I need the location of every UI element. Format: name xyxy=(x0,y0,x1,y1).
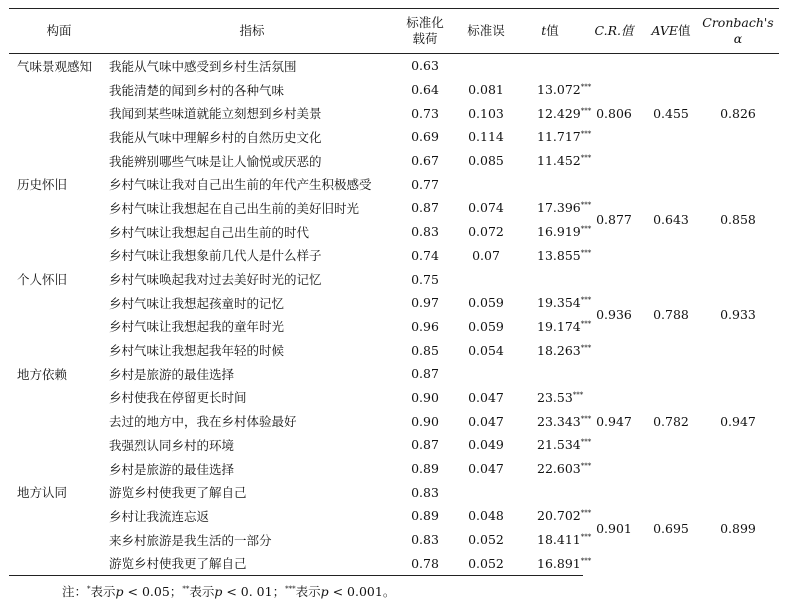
header-cronbach-alpha: Cronbach's α xyxy=(697,9,779,54)
t-value-cell xyxy=(517,338,592,362)
dimension-cell xyxy=(9,504,109,528)
indicator-cell: 来乡村旅游是我生活的一部分 xyxy=(109,532,272,548)
t-value-cell xyxy=(517,504,592,528)
significance-marker: *** xyxy=(580,319,592,328)
loading-cell: 0.75 xyxy=(411,271,439,287)
header-loading: 标准化 载荷 xyxy=(395,9,455,54)
header-row xyxy=(9,9,779,54)
indicator-cell: 乡村气味让我想起孩童时的记忆 xyxy=(109,295,285,311)
significance-marker: *** xyxy=(580,533,592,542)
cronbach-alpha-cell: 0.947 xyxy=(720,413,756,429)
loading-cell: 0.90 xyxy=(411,413,439,429)
indicator-cell: 乡村气味让我想起我年轻的时候 xyxy=(109,343,285,359)
standard-error-cell: 0.048 xyxy=(468,508,504,524)
standard-error-cell: 0.074 xyxy=(468,200,504,216)
dimension-cell xyxy=(9,101,109,125)
significance-marker: *** xyxy=(580,438,592,447)
indicator-cell: 乡村气味让我想象前几代人是什么样子 xyxy=(109,248,322,264)
dimension-cell xyxy=(9,457,109,481)
t-value-cell xyxy=(517,125,592,149)
standard-error-cell xyxy=(455,172,517,196)
dimension-cell xyxy=(9,433,109,457)
measurement-model-table xyxy=(9,8,779,576)
dimension-cell xyxy=(9,125,109,149)
indicator-cell: 乡村气味让我想起在自己出生前的美好旧时光 xyxy=(109,200,360,216)
indicator-cell: 游览乡村使我更了解自己 xyxy=(109,485,247,501)
t-value: 19.174 xyxy=(537,318,581,334)
dimension-cell xyxy=(9,78,109,102)
loading-cell: 0.87 xyxy=(411,437,439,453)
dimension-cell xyxy=(9,409,109,433)
t-value-cell xyxy=(517,101,592,125)
header-cr: C.R.值 xyxy=(583,9,645,54)
t-value: 17.396 xyxy=(537,200,581,216)
ave-cell: 0.695 xyxy=(653,520,689,536)
ave-cell: 0.643 xyxy=(653,212,689,228)
standard-error-cell: 0.047 xyxy=(468,389,504,405)
header-ave: AVE值 xyxy=(645,9,697,54)
indicator-cell: 我强烈认同乡村的环境 xyxy=(109,437,235,453)
t-value: 18.411 xyxy=(537,532,581,548)
t-value: 16.919 xyxy=(537,224,581,240)
standard-error-cell: 0.054 xyxy=(468,342,504,358)
standard-error-cell: 0.052 xyxy=(455,551,517,575)
dimension-cell: 气味景观感知 xyxy=(17,58,93,74)
standard-error-cell: 0.081 xyxy=(468,82,504,98)
table-row xyxy=(9,362,779,386)
standard-error-cell xyxy=(455,480,517,504)
dimension-cell xyxy=(9,220,109,244)
t-value-cell xyxy=(517,480,583,504)
t-value: 11.452 xyxy=(537,153,581,169)
cr-cell: 0.877 xyxy=(596,212,632,228)
dimension-cell xyxy=(9,315,109,339)
t-value: 12.429 xyxy=(537,105,581,121)
significance-marker: *** xyxy=(580,462,592,471)
table-row xyxy=(9,172,779,196)
t-value-cell xyxy=(517,386,583,410)
loading-cell: 0.64 xyxy=(411,82,439,98)
indicator-cell: 我能辨别哪些气味是让人愉悦或厌恶的 xyxy=(109,153,322,169)
table-row xyxy=(9,267,779,291)
standard-error-cell: 0.103 xyxy=(468,105,504,121)
header-indicator: 指标 xyxy=(109,9,395,54)
ave-cell: 0.455 xyxy=(653,105,689,121)
t-value-cell xyxy=(517,244,592,268)
indicator-cell: 乡村气味唤起我对过去美好时光的记忆 xyxy=(109,272,322,288)
indicator-cell: 乡村气味让我想起自己出生前的时代 xyxy=(109,224,310,240)
t-value-cell xyxy=(517,551,592,575)
t-value: 16.891 xyxy=(537,555,581,571)
t-value: 23.343 xyxy=(537,413,581,429)
significance-marker: *** xyxy=(580,83,592,92)
significance-marker: *** xyxy=(580,509,592,518)
dimension-cell xyxy=(9,196,109,220)
indicator-cell: 我闻到某些味道就能立刻想到乡村美景 xyxy=(109,106,322,122)
t-value-cell xyxy=(517,54,583,78)
dimension-cell xyxy=(9,291,109,315)
significance-marker: *** xyxy=(580,343,592,352)
t-value-cell xyxy=(517,267,583,291)
dimension-cell xyxy=(9,551,109,575)
table-note: 注：*表示p < 0.05；**表示p < 0. 01；***表示p < 0.001。 xyxy=(62,584,396,599)
table-body xyxy=(9,54,779,576)
standard-error-cell: 0.049 xyxy=(468,437,504,453)
ave-cell: 0.788 xyxy=(653,307,689,323)
t-value: 11.717 xyxy=(537,129,581,145)
standard-error-cell: 0.047 xyxy=(468,461,504,477)
indicator-cell: 乡村气味让我想起我的童年时光 xyxy=(109,319,285,335)
cronbach-alpha-cell: 0.899 xyxy=(720,520,756,536)
t-value: 20.702 xyxy=(537,508,581,524)
significance-marker: *** xyxy=(580,201,592,210)
t-value-cell xyxy=(517,362,583,386)
loading-cell: 0.90 xyxy=(411,389,439,405)
significance-marker: *** xyxy=(580,414,592,423)
loading-cell: 0.89 xyxy=(411,461,439,477)
t-value: 23.53 xyxy=(537,389,573,405)
loading-cell: 0.83 xyxy=(411,484,439,500)
table-row xyxy=(9,480,779,504)
significance-marker: *** xyxy=(580,154,592,163)
loading-cell: 0.73 xyxy=(411,105,439,121)
dimension-cell xyxy=(9,244,109,268)
loading-cell: 0.83 xyxy=(411,224,439,240)
t-value: 22.603 xyxy=(537,461,581,477)
standard-error-cell: 0.059 xyxy=(468,295,504,311)
indicator-cell: 我能从气味中感受到乡村生活氛围 xyxy=(109,58,297,74)
indicator-cell: 乡村让我流连忘返 xyxy=(109,508,210,524)
loading-cell: 0.97 xyxy=(411,295,439,311)
cronbach-alpha-cell: 0.858 xyxy=(720,212,756,228)
t-value-cell xyxy=(517,220,592,244)
t-value-cell xyxy=(517,315,592,339)
results-table-container xyxy=(9,8,779,576)
standard-error-cell: 0.059 xyxy=(468,318,504,334)
t-value-cell xyxy=(517,457,592,481)
loading-cell: 0.87 xyxy=(411,366,439,382)
dimension-cell: 历史怀旧 xyxy=(17,177,68,193)
t-value: 21.534 xyxy=(537,437,581,453)
significance-marker: *** xyxy=(580,130,592,139)
standard-error-cell: 0.085 xyxy=(468,153,504,169)
loading-cell: 0.78 xyxy=(395,551,455,575)
indicator-cell: 乡村是旅游的最佳选择 xyxy=(109,366,235,382)
t-value: 18.263 xyxy=(537,342,581,358)
standard-error-cell: 0.052 xyxy=(468,532,504,548)
t-value: 13.072 xyxy=(537,82,581,98)
dimension-cell: 个人怀旧 xyxy=(17,272,68,288)
loading-cell: 0.96 xyxy=(411,318,439,334)
cr-cell: 0.936 xyxy=(596,307,632,323)
t-value-cell xyxy=(517,433,592,457)
significance-marker: *** xyxy=(580,556,592,565)
loading-cell: 0.83 xyxy=(411,532,439,548)
t-value-cell xyxy=(517,172,583,196)
indicator-cell: 乡村气味让我对自己出生前的年代产生积极感受 xyxy=(109,177,372,193)
indicator-cell: 游览乡村使我更了解自己 xyxy=(109,551,395,575)
loading-cell: 0.89 xyxy=(411,508,439,524)
header-standard-error: 标准误 xyxy=(455,9,517,54)
standard-error-cell: 0.114 xyxy=(468,129,504,145)
t-value-cell xyxy=(517,196,592,220)
significance-marker: *** xyxy=(580,106,592,115)
ave-cell: 0.782 xyxy=(653,413,689,429)
loading-cell: 0.85 xyxy=(411,342,439,358)
t-value: 13.855 xyxy=(537,247,581,263)
cr-cell: 0.947 xyxy=(596,413,632,429)
header-t-value: t值 xyxy=(517,9,583,54)
significance-marker: *** xyxy=(572,390,584,399)
dimension-cell xyxy=(9,528,109,552)
dimension-cell xyxy=(9,149,109,173)
loading-cell: 0.87 xyxy=(411,200,439,216)
dimension-cell xyxy=(9,386,109,410)
standard-error-cell xyxy=(455,54,517,78)
dimension-cell xyxy=(9,338,109,362)
indicator-cell: 去过的地方中，我在乡村体验最好 xyxy=(109,414,297,430)
t-value-cell xyxy=(517,78,592,102)
t-value: 19.354 xyxy=(537,295,581,311)
standard-error-cell: 0.047 xyxy=(468,413,504,429)
t-value-cell xyxy=(517,528,592,552)
loading-cell: 0.77 xyxy=(411,176,439,192)
standard-error-cell: 0.072 xyxy=(468,224,504,240)
t-value-cell xyxy=(517,409,592,433)
indicator-cell: 我能清楚的闻到乡村的各种气味 xyxy=(109,82,285,98)
significance-marker: *** xyxy=(580,248,592,257)
standard-error-cell xyxy=(455,362,517,386)
dimension-cell: 地方依赖 xyxy=(17,366,68,382)
significance-marker: *** xyxy=(580,225,592,234)
indicator-cell: 乡村使我在停留更长时间 xyxy=(109,390,247,406)
dimension-cell: 地方认同 xyxy=(17,485,68,501)
loading-cell: 0.74 xyxy=(411,247,439,263)
indicator-cell: 乡村是旅游的最佳选择 xyxy=(109,461,235,477)
t-value-cell xyxy=(517,149,592,173)
loading-cell: 0.69 xyxy=(411,129,439,145)
header-dimension: 构面 xyxy=(9,9,109,54)
cronbach-alpha-cell: 0.826 xyxy=(720,105,756,121)
significance-marker: *** xyxy=(580,296,592,305)
t-value-cell xyxy=(517,291,592,315)
loading-cell: 0.63 xyxy=(411,58,439,74)
table-row xyxy=(9,54,779,78)
cr-cell: 0.901 xyxy=(596,520,632,536)
loading-cell: 0.67 xyxy=(411,153,439,169)
cronbach-alpha-cell: 0.933 xyxy=(720,307,756,323)
standard-error-cell xyxy=(455,267,517,291)
indicator-cell: 我能从气味中理解乡村的自然历史文化 xyxy=(109,129,322,145)
cr-cell: 0.806 xyxy=(596,105,632,121)
standard-error-cell: 0.07 xyxy=(472,247,500,263)
